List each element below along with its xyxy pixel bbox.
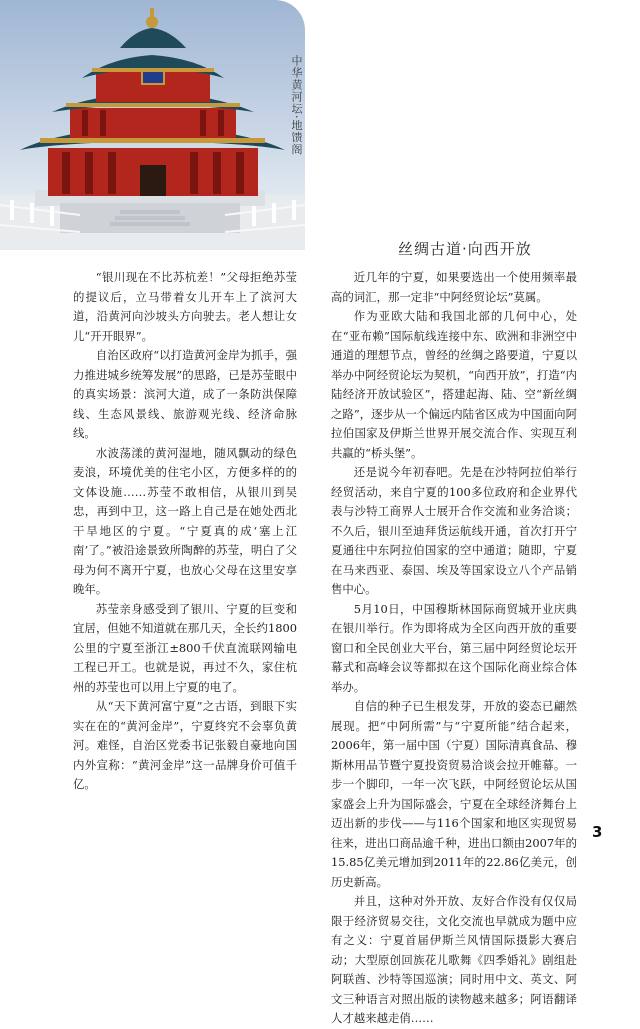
left-column	[73, 268, 297, 795]
left-paragraph-3: 水波荡漾的黄河湿地，随风飘动的绿色麦浪，环境优美的住宅小区，方便多样的的文体设施……苏莹不敢相信，从银川到吴忠，再到中卫，这一路上自己是在她处西北干旱地区的宁夏。“宁夏真的成‘塞上江南’了。”被沿途景致所陶醉的苏莹，明白了父母为何不离开宁夏，也放心父母在这里安享晚年。	[73, 445, 297, 596]
right-paragraph-2: 作为亚欧大陆和我国北部的几何中心，处在“亚布赖”国际航线连接中东、欧洲和非洲空中通道的理想节点，曾经的丝绸之路要道，宁夏以举办中阿经贸论坛为契机，“向西开放”，打造“内陆经济开放试验区”，搭建起海、陆、空“新丝绸之路”，逐步从一个偏远内陆省区成为中国面向阿拉伯国家及伊斯兰世界开展交流合作、实现互利共赢的“桥头堡”。	[331, 309, 577, 460]
left-paragraph-2: 自治区政府“以打造黄河金岸为抓手，强力推进城乡统筹发展”的思路，已是苏莹眼中的真实场景：滨河大道，成了一条防洪保障线、生态风景线、旅游观光线、经济命脉线。	[73, 348, 297, 440]
page-number: 3	[592, 823, 603, 841]
section-title: 丝绸古道·向西开放	[398, 240, 532, 258]
right-paragraph-4: 5月10日，中国穆斯林国际商贸城开业庆典在银川举行。作为即将成为全区向西开放的重要窗口和全民创业大平台，第三届中阿经贸论坛开幕式和高峰会议等都拟在这个国际化商业综合体举办。	[331, 601, 577, 694]
right-paragraph-5: 自信的种子已生根发芽，开放的姿态已翩然展现。把“中阿所需”与“宁夏所能”结合起来，2006年，第一届中国（宁夏）国际清真食品、穆斯林用品节暨宁夏投资贸易洽谈会拉开帷幕。一步一个脚印，一年一次飞跃，中阿经贸论坛从国家盛会上升为国际盛会，宁夏在全球经济舞台上迈出新的步伐——与116个国家和地区实现贸易往来，进出口商品逾千种，进出口额由2007年的15.85亿美元增加到2011年的22.86亿美元，创历史新高。	[331, 699, 577, 889]
right-paragraph-3: 还是说今年初春吧。先是在沙特阿拉伯举行经贸活动，来自宁夏的100多位政府和企业界代表与沙特工商界人士展开合作交流和业务洽谈；不久后，银川至迪拜货运航线开通，首次打开宁夏通往中东阿拉伯国家的空中通道；随即，宁夏在马来西亚、泰国、埃及等国家设立八个产品销售中心。	[331, 465, 577, 596]
left-paragraph-1: “银川现在不比苏杭差！”父母拒绝苏莹的提议后，立马带着女儿开车上了滨河大道，沿黄河向沙坡头方向驶去。老人想让女儿“开开眼界”。	[73, 270, 297, 343]
left-paragraph-4: 苏莹亲身感受到了银川、宁夏的巨变和宜居，但她不知道就在那几天，全长约1800公里的宁夏至浙江±800千伏直流联网输电工程已开工。也就是说，再过不久，家住杭州的苏莹也可以用上宁夏的电了。	[73, 601, 297, 694]
photo-caption: 中华黄河坛·地馈阁	[290, 55, 303, 156]
header-photo	[0, 0, 640, 250]
pavilion-image	[0, 0, 305, 250]
right-paragraph-1: 近几年的宁夏，如果要选出一个使用频率最高的词汇，那一定非“中阿经贸论坛”莫属。	[331, 270, 577, 304]
left-paragraph-5: 从“天下黄河富宁夏”之古语，到眼下实实在在的“黄河金岸”，宁夏终究不会辜负黄河。难怪，自治区党委书记张毅自豪地向国内外宣称：“黄河金岸”这一品牌身价可值千亿。	[73, 699, 297, 791]
right-column	[331, 268, 577, 1029]
right-paragraph-6: 并且，这种对外开放、友好合作没有仅仅局限于经济贸易交往，文化交流也早就成为题中应有之义：宁夏首届伊斯兰风情国际摄影大赛启动；大型原创回族花儿歌舞《四季婚礼》剧组赴阿联酋、沙特等国巡演；同时用中文、英文、阿文三种语言对照出版的读物越来越多；阿语翻译人才越来越走俏……	[331, 894, 577, 1025]
